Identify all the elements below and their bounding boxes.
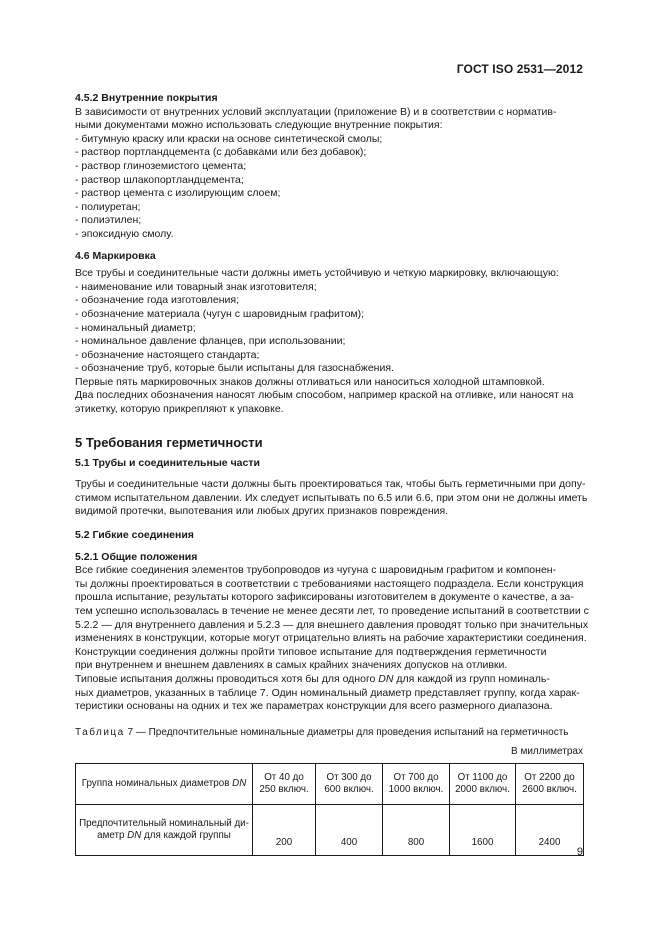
list-item: - раствор шлакопортландцемента; — [75, 173, 244, 186]
caption-text: 7 — Предпочтительные номинальные диаметры для проведения испытаний на герметичность — [124, 726, 569, 738]
paragraph-line — [75, 673, 583, 687]
cell-text: 2000 включ. — [455, 783, 510, 795]
paragraph-line: 5.2.2 — для внутреннего давления и 5.2.3 — для внешнего давления проводят только при значительных — [75, 618, 589, 631]
text-run: Типовые испытания должны проводиться хотя бы для одного — [75, 672, 379, 685]
list-item: - полиуретан; — [75, 200, 141, 213]
range-cell — [450, 763, 516, 804]
paragraph-line: при внутреннем и внешнем давлениях в самых крайних значениях допусков на отливки. — [75, 659, 508, 672]
value-cell: 1600 — [450, 804, 516, 855]
list-item: - наименование или товарный знак изготовителя; — [75, 280, 317, 293]
page-content — [75, 92, 589, 856]
dn-symbol: DN — [232, 777, 247, 789]
list-item: - битумную краску или краски на основе синтетической смолы; — [75, 132, 383, 145]
paragraph-line: Все гибкие соединения элементов трубопроводов из чугуна с шаровидным графитом и компонен- — [75, 564, 557, 577]
table-7-unit: В миллиметрах — [511, 746, 583, 758]
value-cell: 800 — [383, 804, 450, 855]
paragraph-line: ных диаметров, указанных в таблице 7. Один номинальный диаметр представляет группу, когда харак- — [75, 686, 580, 699]
section-4-5-2-title: 4.5.2 Внутренние покрытия — [75, 92, 218, 104]
cell-text: 250 включ. — [259, 783, 309, 795]
list-item: - номинальное давление фланцев, при использовании; — [75, 335, 346, 348]
list-item: - обозначение труб, которые были испытаны для газоснабжения. — [75, 362, 394, 375]
section-5-title: 5 Требования герметичности — [75, 434, 263, 450]
row-header-preferred — [76, 804, 253, 855]
cell-text: 600 включ. — [324, 783, 374, 795]
cell-text: Группа номинальных диаметров — [81, 777, 233, 789]
section-5-2-1-paragraph-1 — [75, 564, 589, 646]
cell-text: 1000 включ. — [388, 783, 444, 795]
section-5-1-line-3: видимой протечки, выпотевания или любых других признаков повреждения. — [75, 505, 449, 518]
table-7 — [75, 763, 584, 856]
range-cell — [383, 763, 450, 804]
cell-text: От 300 до — [326, 771, 372, 783]
value-cell: 200 — [253, 804, 316, 855]
marking-note-line-2: Два последних обозначения наносят любым способом, например краской на отливке, или наносят на — [75, 389, 574, 402]
cell-text: аметр — [97, 829, 128, 841]
list-item: - раствор цемента с изолирующим слоем; — [75, 187, 281, 200]
paragraph-line: тем успешно использовалась в течение не менее десяти лет, то проведение испытаний в соответствии с — [75, 605, 589, 617]
dn-symbol: DN — [378, 672, 394, 685]
section-5-1-line-2: стимом испытательном давлении. Их следует испытывать по 6.5 или 6.6, при этом они не должны иметь — [75, 491, 588, 504]
table-7-caption — [75, 726, 583, 740]
range-cell — [316, 763, 383, 804]
section-4-5-2-list — [75, 133, 583, 242]
list-item: - раствор портландцемента (с добавками или без добавок); — [75, 146, 367, 159]
paragraph-line: изменениях в конструкции, которые могут отрицательно влиять на рабочие характеристики соединения. — [75, 632, 587, 645]
section-4-5-2-intro-line-2: ными документами можно использовать следующие внутренние покрытия: — [75, 119, 443, 132]
marking-note-line-3: этикетку, которую прикрепляют к упаковке. — [75, 403, 284, 416]
section-5-1-line-1: Трубы и соединительные части должны быть проектироваться так, чтобы быть герметичными при допу- — [75, 478, 586, 491]
cell-text: для каждой группы — [141, 829, 231, 841]
cell-text: 2600 включ. — [522, 783, 577, 795]
table-row — [76, 804, 584, 855]
paragraph-line: теристики основаны на одних и тех же параметрах конструкции для всего размерного диапазона. — [75, 700, 553, 713]
list-item: - номинальный диаметр; — [75, 321, 196, 334]
paragraph-line: ты должны проектироваться в соответствии с требованиями настоящего подраздела. Если конструкция — [75, 577, 584, 590]
list-item: - обозначение настоящего стандарта; — [75, 348, 260, 361]
section-5-1-title: 5.1 Трубы и соединительные части — [75, 456, 260, 469]
standard-header: ГОСТ ISO 2531—2012 — [456, 62, 583, 76]
list-item: - раствор глиноземистого цемента; — [75, 159, 247, 172]
value-cell: 2400 — [516, 804, 584, 855]
paragraph-line: Конструкции соединения должны пройти типовое испытание для подтверждения герметичности — [75, 645, 547, 658]
row-header-groups — [76, 763, 253, 804]
paragraph-line: прошла испытание, результаты которого зафиксированы изготовителем в документе о качестве, а за- — [75, 591, 574, 604]
section-5-2-1-title: 5.2.1 Общие положения — [75, 550, 198, 563]
cell-text: От 40 до — [264, 771, 304, 783]
cell-text-line — [78, 830, 250, 842]
table-row — [76, 763, 584, 804]
text-run: для каждой из групп номиналь- — [393, 672, 550, 685]
section-5-2-1-paragraph-3 — [75, 673, 583, 714]
page-number: 9 — [576, 846, 583, 858]
dn-symbol: DN — [127, 829, 142, 841]
value-cell: 400 — [316, 804, 383, 855]
marking-note-line-1: Первые пять маркировочных знаков должны отливаться или наноситься холодной штамповкой. — [75, 375, 545, 388]
cell-text: От 1100 до — [457, 771, 508, 783]
section-4-6-list — [75, 281, 583, 376]
section-5-2-1-paragraph-2 — [75, 646, 583, 673]
section-4-6-title: 4.6 Маркировка — [75, 249, 156, 262]
section-4-5-2-intro-line-1: В зависимости от внутренних условий эксплуатации (приложение В) и в соответствии с норматив- — [75, 105, 557, 118]
cell-text: От 2200 до — [524, 771, 575, 783]
section-5-2-title: 5.2 Гибкие соединения — [75, 529, 194, 542]
list-item: - обозначение материала (чугун с шаровидным графитом); — [75, 307, 365, 320]
list-item: - эпоксидную смолу. — [75, 227, 174, 240]
range-cell — [516, 763, 584, 804]
cell-text: От 700 до — [393, 771, 439, 783]
section-4-6-intro: Все трубы и соединительные части должны иметь устойчивую и четкую маркировку, включающую: — [75, 267, 559, 280]
cell-text: Предпочтительный номинальный ди- — [79, 817, 249, 829]
list-item: - обозначение года изготовления; — [75, 294, 240, 307]
caption-word: Таблица — [75, 726, 125, 738]
list-item: - полиэтилен; — [75, 214, 142, 227]
range-cell — [253, 763, 316, 804]
